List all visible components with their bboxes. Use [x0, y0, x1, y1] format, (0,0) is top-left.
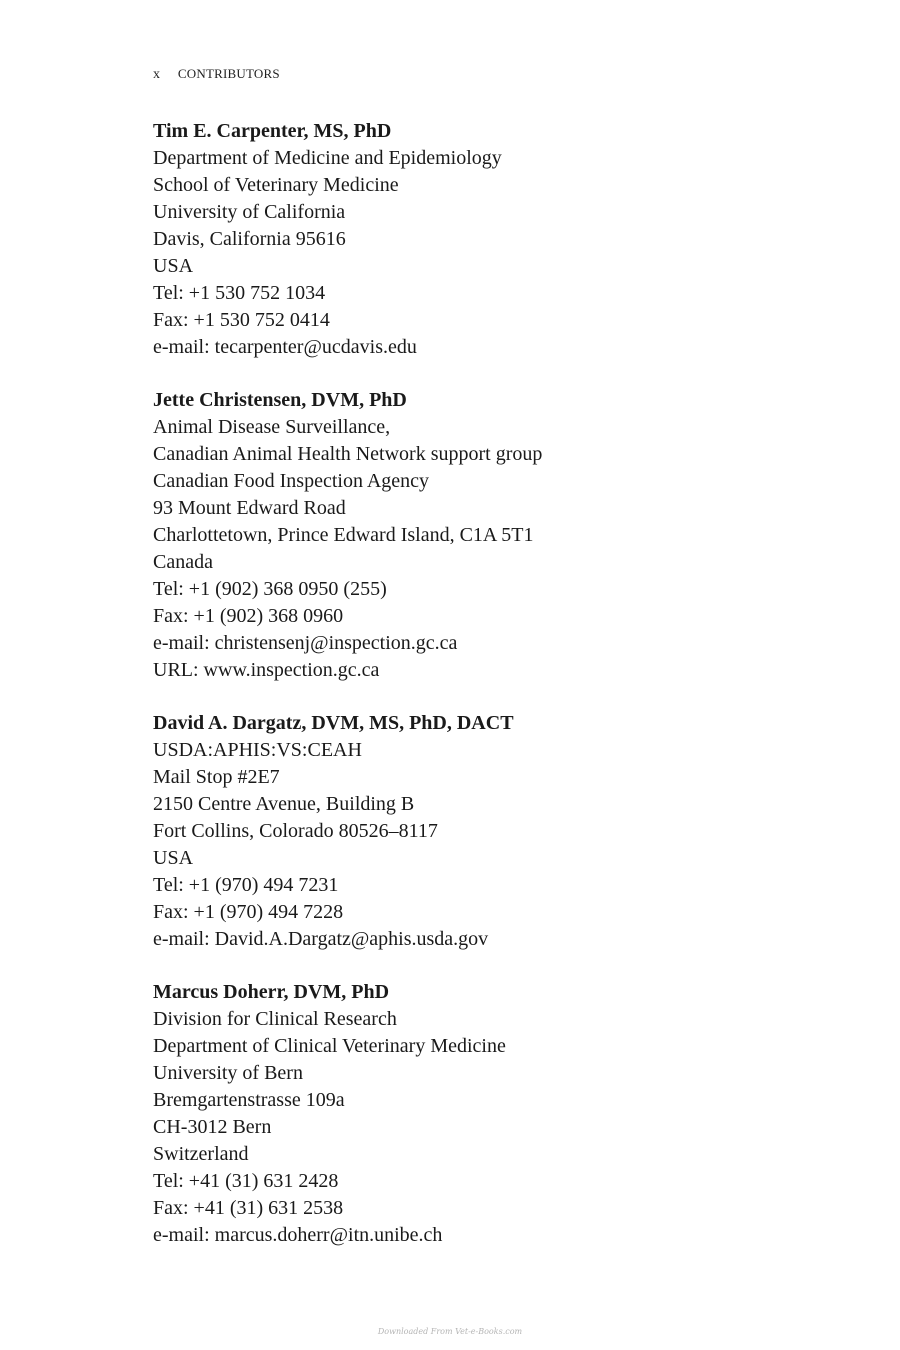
contributor-entry: [153, 387, 753, 684]
contributor-line: Fort Collins, Colorado 80526–8117: [153, 820, 438, 842]
contributor-line: Switzerland: [153, 1143, 249, 1165]
contributor-line: University of California: [153, 201, 346, 223]
page-number: x: [153, 67, 161, 82]
contributor-phone: Tel: +1 530 752 1034: [153, 282, 326, 304]
contributor-entry: [153, 710, 753, 953]
contributor-line: Charlottetown, Prince Edward Island, C1A 5T1: [153, 524, 534, 546]
contributor-name: Marcus Doherr, DVM, PhD: [153, 981, 390, 1003]
contributor-line: Division for Clinical Research: [153, 1008, 397, 1030]
contributor-line: 93 Mount Edward Road: [153, 497, 346, 519]
contributor-name: David A. Dargatz, DVM, MS, PhD, DACT: [153, 712, 514, 734]
contributor-line: Canada: [153, 551, 213, 573]
contributor-fax: Fax: +1 (970) 494 7228: [153, 901, 344, 923]
contributor-name: Tim E. Carpenter, MS, PhD: [153, 120, 392, 142]
contributor-phone: Tel: +1 (970) 494 7231: [153, 874, 339, 896]
contributor-line: Canadian Animal Health Network support group: [153, 443, 543, 465]
contributor-line: Davis, California 95616: [153, 228, 346, 250]
contributor-entry: [153, 118, 753, 361]
contributor-line: School of Veterinary Medicine: [153, 174, 399, 196]
contributor-line: Canadian Food Inspection Agency: [153, 470, 430, 492]
contributor-entry: [153, 979, 753, 1249]
contributor-url: URL: www.inspection.gc.ca: [153, 659, 380, 681]
section-title: CONTRIBUTORS: [177, 66, 280, 81]
contributor-fax: Fax: +1 (902) 368 0960: [153, 605, 344, 627]
contributor-email: e-mail: marcus.doherr@itn.unibe.ch: [153, 1224, 443, 1246]
contributor-line: Department of Clinical Veterinary Medicine: [153, 1035, 506, 1057]
contributor-line: Bremgartenstrasse 109a: [153, 1089, 345, 1111]
contributor-line: Animal Disease Surveillance,: [153, 416, 391, 438]
contributor-line: USA: [153, 847, 194, 869]
contributor-line: USDA:APHIS:VS:CEAH: [153, 739, 362, 761]
contributor-line: 2150 Centre Avenue, Building B: [153, 793, 415, 815]
contributor-name: Jette Christensen, DVM, PhD: [153, 389, 407, 411]
contributor-line: CH-3012 Bern: [153, 1116, 272, 1138]
contributor-phone: Tel: +1 (902) 368 0950 (255): [153, 578, 387, 600]
contributors-list: [153, 118, 753, 1275]
contributor-fax: Fax: +1 530 752 0414: [153, 309, 330, 331]
contributor-email: e-mail: christensenj@inspection.gc.ca: [153, 632, 458, 654]
contributor-line: Mail Stop #2E7: [153, 766, 280, 788]
contributor-email: e-mail: David.A.Dargatz@aphis.usda.gov: [153, 928, 489, 950]
footer-watermark: Downloaded From Vet-e-Books.com: [377, 1327, 523, 1336]
contributor-line: USA: [153, 255, 194, 277]
contributor-phone: Tel: +41 (31) 631 2428: [153, 1170, 339, 1192]
contributor-line: University of Bern: [153, 1062, 303, 1084]
contributor-line: Department of Medicine and Epidemiology: [153, 147, 502, 169]
contributor-fax: Fax: +41 (31) 631 2538: [153, 1197, 344, 1219]
running-head: [153, 66, 280, 83]
contributor-email: e-mail: tecarpenter@ucdavis.edu: [153, 336, 417, 358]
